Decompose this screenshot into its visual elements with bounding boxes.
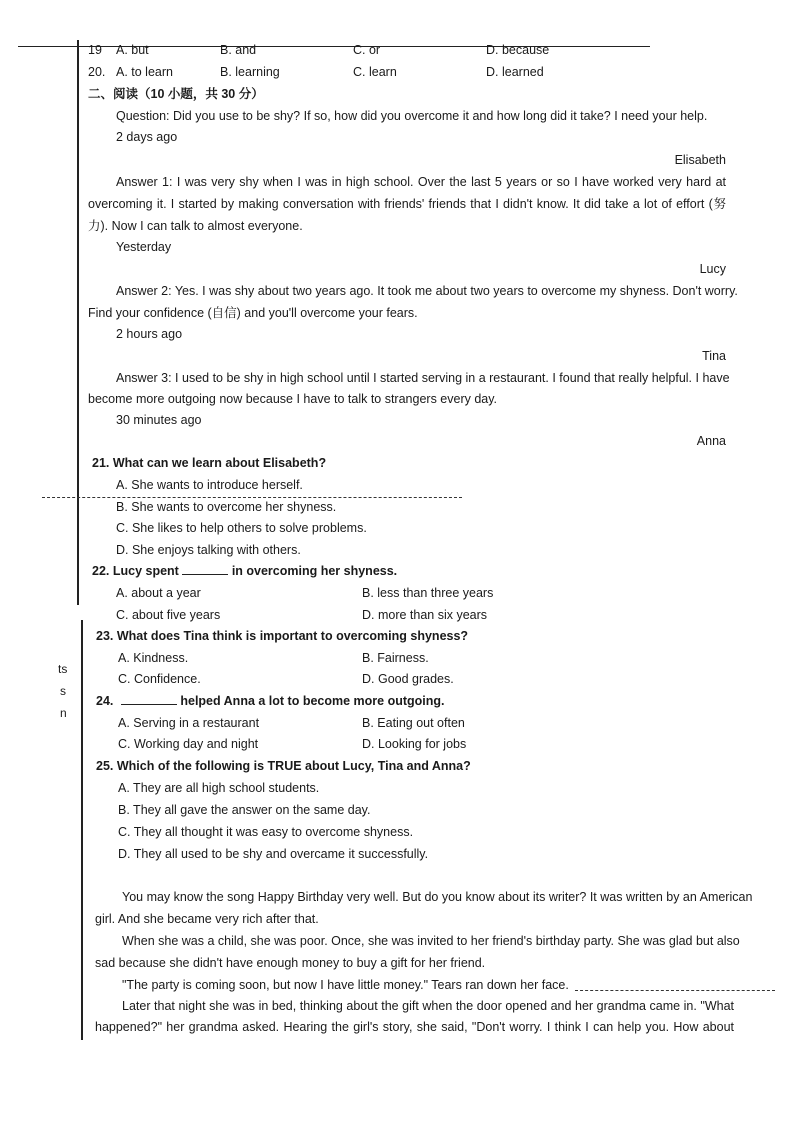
question-22-option-b[interactable]: B. less than three years (362, 586, 494, 600)
question-24-option-b[interactable]: B. Eating out often (362, 716, 465, 730)
question-author: Elisabeth (674, 153, 726, 167)
prev-question-19-option-d: D. because (486, 43, 550, 57)
question-24-option-a[interactable]: A. Serving in a restaurant (118, 716, 260, 730)
answer2-line-1: Answer 2: Yes. I was shy about two years ago. It took me about two years to overcome my shyness. Don't worry. (116, 284, 738, 298)
question-23-option-d[interactable]: D. Good grades. (362, 672, 454, 686)
forum-question: Question: Did you use to be shy? If so, how did you overcome it and how long did it take? I need your help. (116, 109, 708, 123)
answer-blank (182, 563, 228, 575)
question-24-stem-start: 24. (96, 694, 114, 708)
passage2-line-2: girl. And she became very rich after that. (95, 912, 319, 926)
passage2-line-4: sad because she didn't have enough money to buy a gift for her friend. (95, 956, 486, 970)
prev-question-19-option-a: A. but (116, 43, 149, 57)
prev-question-19-number: 19 (88, 43, 102, 57)
passage2-line-7: happened?" her grandma asked. Hearing the girl's story, she said, "Don't worry. I think I can help you. How about (95, 1020, 734, 1034)
answer3-line-2: become more outgoing now because I have to talk to strangers every day. (88, 392, 498, 406)
passage2-line-1: You may know the song Happy Birthday very well. But do you know about its writer? It was written by an American (122, 890, 753, 904)
answer1-line-1: Answer 1: I was very shy when I was in high school. Over the last 5 years or so I have worked very hard at (116, 175, 726, 189)
prev-question-19-option-b: B. and (220, 43, 257, 57)
question-24-option-d[interactable]: D. Looking for jobs (362, 737, 467, 751)
question-22-stem-start: 22. Lucy spent (92, 564, 179, 578)
question-21-option-b[interactable]: B. She wants to overcome her shyness. (116, 500, 337, 514)
question-25-option-c[interactable]: C. They all thought it was easy to overcome shyness. (118, 825, 414, 839)
question-timestamp: 2 days ago (116, 130, 178, 144)
prev-question-20-option-b: B. learning (220, 65, 280, 79)
cut-line-1 (42, 497, 462, 498)
prev-question-20-option-a: A. to learn (116, 65, 173, 79)
binding-line-lower (81, 620, 83, 1040)
top-rule (18, 46, 650, 47)
answer-blank (121, 693, 177, 705)
question-23-option-b[interactable]: B. Fairness. (362, 651, 429, 665)
prev-question-20-number: 20. (88, 65, 106, 79)
answer1-line-2: overcoming it. I started by making conversation with friends' friends that I didn't know. It did take a lot of effort (努 (88, 197, 726, 211)
question-24-stem (96, 693, 445, 709)
cut-line-2 (575, 990, 775, 991)
question-21-option-a[interactable]: A. She wants to introduce herself. (116, 478, 303, 492)
question-22-option-a[interactable]: A. about a year (116, 586, 201, 600)
answer2-author: Tina (702, 349, 726, 363)
answer1-line-3: 力). Now I can talk to almost everyone. (88, 219, 303, 233)
question-21-option-c[interactable]: C. She likes to help others to solve problems. (116, 521, 367, 535)
passage2-line-6: Later that night she was in bed, thinking about the gift when the door opened and her grandma came in. "What (122, 999, 734, 1013)
question-25-option-d[interactable]: D. They all used to be shy and overcame it successfully. (118, 847, 429, 861)
passage2-line-5: "The party is coming soon, but now I have little money." Tears ran down her face. (122, 978, 569, 992)
answer2-timestamp: 2 hours ago (116, 327, 183, 341)
answer3-timestamp: 30 minutes ago (116, 413, 202, 427)
question-23-option-a[interactable]: A. Kindness. (118, 651, 189, 665)
margin-fragment-3: n (60, 706, 67, 720)
question-25-stem: 25. Which of the following is TRUE about Lucy, Tina and Anna? (96, 759, 471, 773)
question-23-stem: 23. What does Tina think is important to overcoming shyness? (96, 629, 469, 643)
passage2-line-3: When she was a child, she was poor. Once, she was invited to her friend's birthday party. She was glad but also (122, 934, 740, 948)
question-22-stem (92, 563, 397, 579)
question-22-stem-end: in overcoming her shyness. (231, 564, 398, 578)
answer1-timestamp: Yesterday (116, 240, 172, 254)
question-24-option-c[interactable]: C. Working day and night (118, 737, 259, 751)
question-22-option-c[interactable]: C. about five years (116, 608, 221, 622)
prev-question-19-option-c: C. or (353, 43, 381, 57)
question-23-option-c[interactable]: C. Confidence. (118, 672, 201, 686)
question-25-option-a[interactable]: A. They are all high school students. (118, 781, 320, 795)
question-21-stem: 21. What can we learn about Elisabeth? (92, 456, 327, 470)
answer2-line-2: Find your confidence (自信) and you'll overcome your fears. (88, 306, 418, 320)
question-22-option-d[interactable]: D. more than six years (362, 608, 488, 622)
question-25-option-b[interactable]: B. They all gave the answer on the same day. (118, 803, 371, 817)
binding-line-upper (77, 40, 79, 605)
question-24-stem-end: helped Anna a lot to become more outgoing. (180, 694, 445, 708)
prev-question-20-option-c: C. learn (353, 65, 397, 79)
margin-fragment-1: ts (58, 662, 68, 676)
margin-fragment-2: s (60, 684, 66, 698)
answer3-line-1: Answer 3: I used to be shy in high school until I started serving in a restaurant. I found that really helpful. I have (116, 371, 730, 385)
prev-question-20-option-d: D. learned (486, 65, 544, 79)
section-title: 二、阅读（10 小题，共 30 分） (88, 87, 264, 101)
answer3-author: Anna (696, 434, 726, 448)
question-21-option-d[interactable]: D. She enjoys talking with others. (116, 543, 301, 557)
answer1-author: Lucy (699, 262, 726, 276)
